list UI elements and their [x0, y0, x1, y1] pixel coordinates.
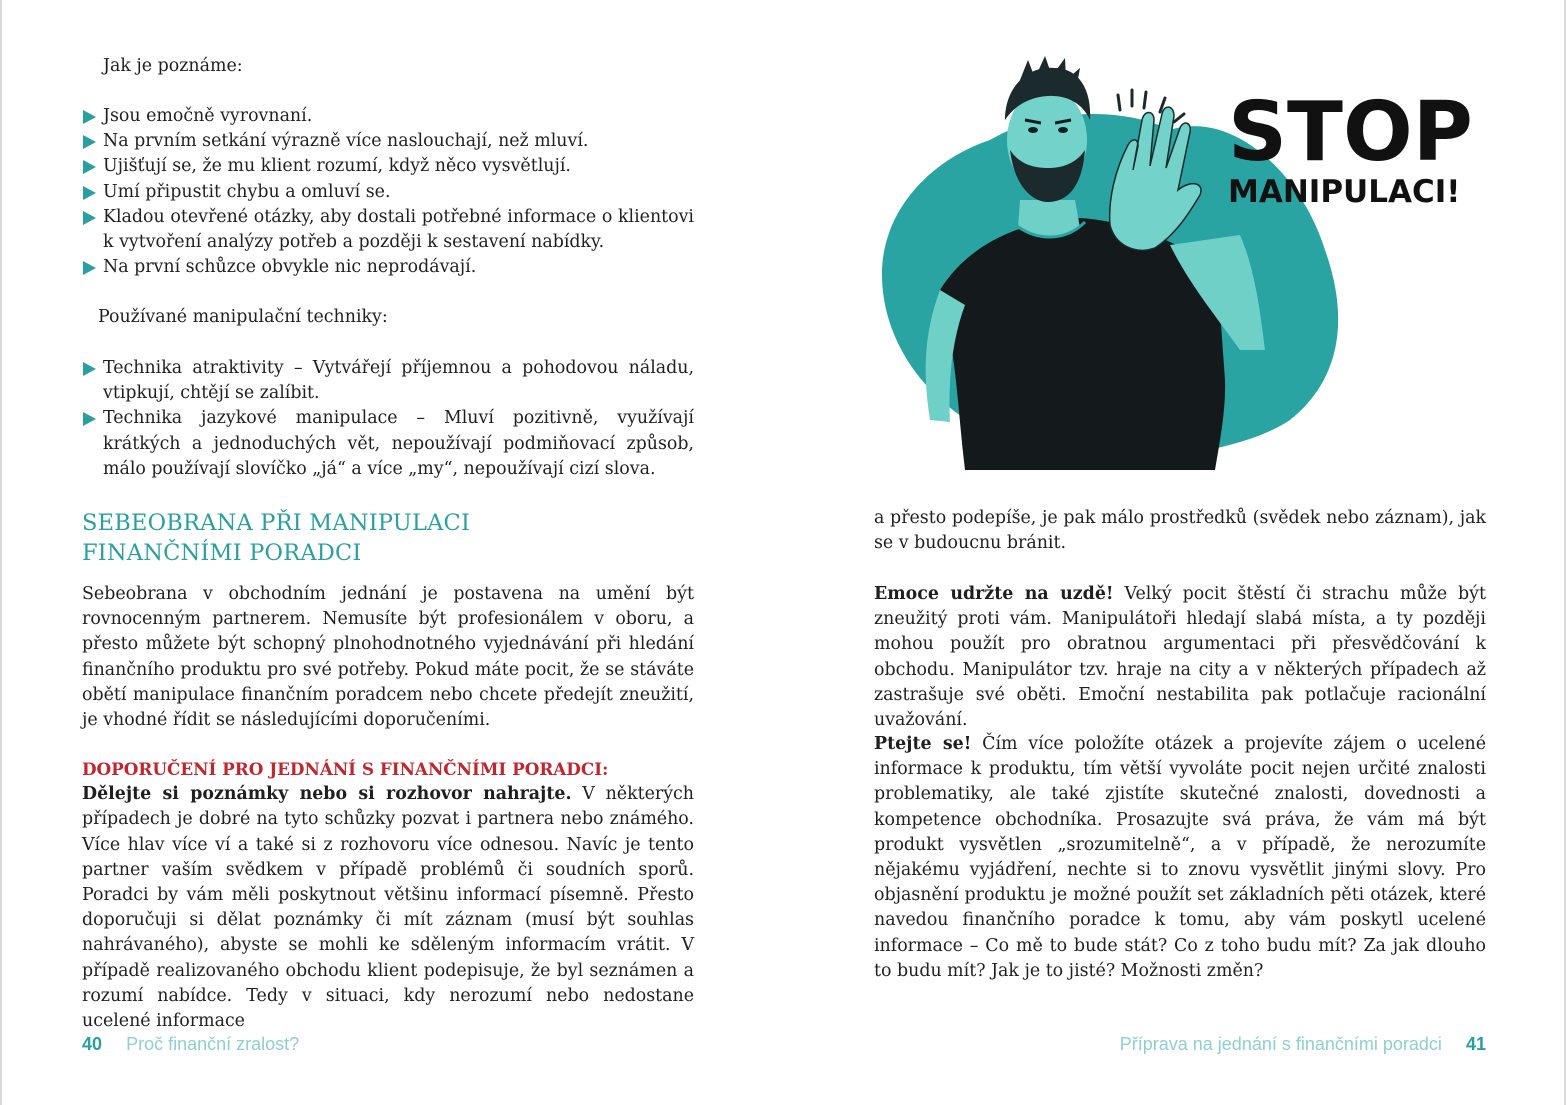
recognize-heading: Jak je poznáme:: [103, 56, 243, 76]
recognize-list: [82, 104, 694, 280]
running-title-right: Příprava na jednání s finančními poradci: [1119, 1034, 1442, 1054]
bullet-triangle-icon: [83, 412, 96, 426]
list-item: Jsou emočně vyrovnaní.: [82, 104, 694, 129]
emotions-paragraph: Emoce udržte na uzdě! Velký pocit štěstí či strachu může být zneužitý proti vám. Manipulátoři hledají slabá místa, a ty později mohou použít pro obratnou argumentaci při přesvědčování k obchodu. Manipulátor tzv. hraje na city a v některých případech až zastrašuje své oběti. Emoční nestabilita pak potlačuje racionální uvažování.: [874, 584, 1486, 731]
section-title: SEBEOBRANA PŘI MANIPULACI FINANČNÍMI PORADCI: [82, 510, 471, 566]
right-page: [874, 0, 1486, 1105]
page-number-right: 41: [1465, 1034, 1486, 1054]
manipulaci-text: MANIPULACI!: [1228, 174, 1461, 210]
bullet-triangle-icon: [83, 362, 96, 376]
ask-paragraph: Ptejte se! Čím více položíte otázek a projevíte zájem o ucelené informace k produktu, tím větší vyvoláte pocit nejen určité znalosti problematiky, ale také zjistíte skutečné znalosti, dovednosti a kompetence obchodníka. Prosazujte svá práva, že vám má být produkt vysvětlen „srozumitelně“, a v případě, že nerozumíte nějakému vyjádření, nechte si to znovu vysvětlit jinými slovy. Pro objasnění produktu je možné použít set základních pěti otázek, které navedou finančního poradce k tomu, aby vám poskytl ucelené informace – Co mě to bude stát? Co z toho budu mít? Za jak dlouho to budu mít? Jak je to jisté? Možnosti změn?: [874, 734, 1486, 981]
left-footer: [82, 1031, 299, 1057]
recommend-lead: Dělejte si poznámky nebo si rozhovor nahrajte.: [82, 784, 572, 805]
bullet-triangle-icon: [83, 160, 96, 174]
list-item: Na první schůzce obvykle nic neprodávají.: [82, 255, 694, 280]
techniques-heading: Používané manipulační techniky:: [98, 307, 388, 327]
list-item: Na prvním setkání výrazně více naslouchají, než mluví.: [82, 129, 694, 154]
left-page: [82, 0, 694, 1105]
right-footer: [874, 1031, 1486, 1057]
recommend-paragraph: Dělejte si poznámky nebo si rozhovor nahrajte. V některých případech je dobré na tyto schůzky pozvat i partnera nebo známého. Více hlav více ví a také si z rozhovoru více odnesou. Navíc je tento partner vaším svědkem v případě problémů či soudních sporů. Poradci by vám měli poskytnout většinu informací písemně. Přesto doporučuji si dělat poznámky či mít záznam (musí být souhlas nahrávaného), abyste se mohli ke sděleným informacím vrátit. V případě realizovaného obchodu klient podepisuje, že byl seznámen a rozumí nabídce. Tedy v situaci, kdy nerozumí nebo nedostane ucelené informace: [82, 784, 694, 1032]
techniques-list: [82, 356, 694, 482]
bullet-triangle-icon: [83, 211, 96, 225]
stop-text: STOP: [1228, 85, 1473, 180]
list-item: Kladou otevřené otázky, aby dostali potřebné informace o klientovi k vytvoření analýzy potřeb a později k sestavení nabídky.: [82, 205, 694, 255]
section-paragraph: Sebeobrana v obchodním jednání je postavena na umění být rovnocenným partnerem. Nemusíte být profesionálem v oboru, a přesto můžete být schopný plnohodnotného vyjednávání při hledání finančního produktu pro své potřeby. Pokud máte pocit, že se stáváte obětí manipulace finančním poradcem nebo chcete předejít zneužití, je vhodné řídit se následujícími doporučeními.: [82, 584, 694, 731]
bullet-triangle-icon: [83, 135, 96, 149]
bullet-triangle-icon: [83, 186, 96, 200]
page-number-left: 40: [82, 1034, 103, 1054]
bullet-triangle-icon: [83, 261, 96, 275]
emotions-lead: Emoce udržte na uzdě!: [874, 584, 1114, 604]
recommend-heading: DOPORUČENÍ PRO JEDNÁNÍ S FINANČNÍMI PORADCI:: [82, 759, 609, 779]
bullet-triangle-icon: [83, 110, 96, 124]
ask-lead: Ptejte se!: [874, 734, 972, 754]
list-item: Technika jazykové manipulace – Mluví pozitivně, využívají krátkých a jednoduchých vět, nepoužívají podmiňovací způsob, málo používají slovíčko „já“ a více „my“, nepoužívají cizí slova.: [82, 406, 694, 482]
list-item: Umí připustit chybu a omluví se.: [82, 180, 694, 205]
list-item: Ujišťují se, že mu klient rozumí, když něco vysvětlují.: [82, 154, 694, 179]
page-edge-left: [0, 0, 2, 1105]
running-title-left: Proč finanční zralost?: [126, 1034, 300, 1054]
recommendations-block: [82, 757, 694, 1034]
continuation-paragraph: a přesto podepíše, je pak málo prostředků (svědek nebo záznam), jak se v budoucnu bránit.: [874, 508, 1486, 554]
list-item: Technika atraktivity – Vytvářejí příjemnou a pohodovou náladu, vtipkují, chtějí se zalíbit.: [82, 356, 694, 406]
